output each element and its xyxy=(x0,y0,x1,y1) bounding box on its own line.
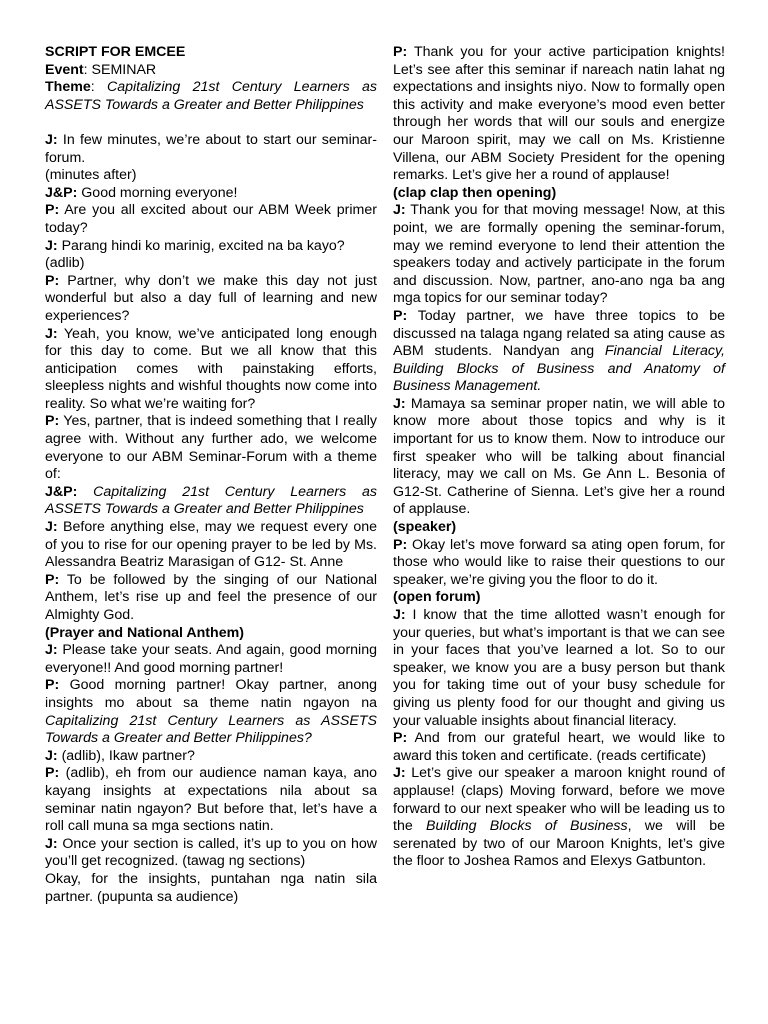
script-line xyxy=(45,167,377,185)
stage-direction: (Prayer and National Anthem) xyxy=(45,624,244,641)
line-text: To be followed by the singing of our National Anthem, let’s rise up and feel the presence of our Almighty God. xyxy=(45,571,377,623)
script-line xyxy=(45,836,377,871)
line-text: Thank you for that moving message! Now, at this point, we are formally opening the seminar-forum, may we remind everyone to lend their attention the speakers today and actively participate in the forum and discussion. Now, partner, ano-ano nga ba ang mga topics for our seminar today? xyxy=(393,202,725,307)
line-text: And from our grateful heart, we would like to award this token and certificate. (reads certificate) xyxy=(393,730,725,764)
script-line xyxy=(45,273,377,326)
script-line xyxy=(393,607,725,730)
script-line xyxy=(45,185,377,203)
speaker-label: P: xyxy=(45,272,60,289)
left-script-body xyxy=(45,132,377,906)
speaker-label: J&P: xyxy=(45,483,78,500)
script-line xyxy=(45,677,377,747)
speaker-label: J: xyxy=(393,607,406,623)
left-column xyxy=(45,44,377,906)
theme-line: Theme: Capitalizing 21st Century Learners as ASSETS Towards a Greater and Better Philippines xyxy=(45,79,377,113)
line-text: Are you all excited about our ABM Week primer today? xyxy=(45,202,377,236)
spacer xyxy=(45,114,377,132)
speaker-label: P: xyxy=(45,202,60,219)
script-line xyxy=(393,589,725,607)
speaker-label: J: xyxy=(45,835,58,852)
line-text: I know that the time allotted wasn’t enough for your queries, but what’s important is that we can see in your faces that you’ve learned a lot. So to our speaker, we know you are a busy person but thank you for taking time out of your busy schedule for giving us plenty food for our thought and giving us your valuable insights about financial literacy. xyxy=(393,607,725,729)
script-title: SCRIPT FOR EMCEE xyxy=(45,44,186,60)
script-line xyxy=(45,765,377,835)
line-text: Thank you for your active participation knights! Let’s see after this seminar if nareach natin lahat ng expectations and insights niyo. Now to formally open this activity and make everyone’s mood even better through her words that will our souls and energize our Maroon spirit, may we call on Ms. Kristienne Villena, our ABM Society President for the opening remarks. Let’s give her a round of applause! xyxy=(393,44,725,184)
speaker-label: P: xyxy=(45,765,60,782)
right-script-body xyxy=(393,44,725,871)
line-text: Today partner, we have three topics to be discussed na talaga ngang related sa ating cause as ABM students. Nandyan ang xyxy=(393,307,725,360)
speaker-label: P: xyxy=(393,730,408,747)
speaker-label: J: xyxy=(45,237,58,254)
stage-direction: (speaker) xyxy=(393,519,457,536)
script-line xyxy=(393,308,725,396)
script-line xyxy=(45,625,377,643)
speaker-label: J: xyxy=(393,395,406,412)
line-text: (adlib), eh from our audience naman kaya, ano kayang insights at expectations nila about sa seminar natin ngayon? But before that, let’s have a roll call muna sa mga sections natin. xyxy=(45,765,377,835)
speaker-label: P: xyxy=(45,571,60,588)
line-text: Good morning partner! Okay partner, anong insights mo about sa theme natin ngayon na xyxy=(45,677,377,711)
event-line: Event: SEMINAR xyxy=(45,61,157,78)
script-line xyxy=(393,396,725,519)
script-line xyxy=(393,202,725,308)
script-line xyxy=(45,132,377,167)
script-line xyxy=(45,871,377,906)
italic-text: Capitalizing 21st Century Learners as ASSETS Towards a Greater and Better Philippines? xyxy=(45,712,377,747)
line-text: , we will be serenated by two of our Maroon Knights, let’s give the floor to Joshea Ramos and Elexys Gatbunton. xyxy=(393,818,725,870)
line-text: Yeah, you know, we’ve anticipated long enough for this day to come. But we all know that this anticipation comes with painstaking efforts, sleepless nights and wishful thoughts now come into reality. So what we’re waiting for? xyxy=(45,325,377,412)
line-text: Good morning everyone! xyxy=(77,184,238,201)
script-line xyxy=(45,238,377,256)
speaker-label: P: xyxy=(393,536,408,553)
speaker-label: J: xyxy=(45,642,58,659)
script-line xyxy=(393,730,725,765)
line-text: Please take your seats. And again, good morning everyone!! And good morning partner! xyxy=(45,642,377,676)
script-line xyxy=(45,255,377,273)
line-text: Yes, partner, that is indeed something that I really agree with. Without any further ado, we welcome everyone to our ABM Seminar-Forum with a theme of: xyxy=(45,413,377,483)
line-text: Once your section is called, it’s up to you on how you’ll get recognized. (tawag ng sections) xyxy=(45,835,377,870)
script-line xyxy=(45,326,377,414)
speaker-label: J: xyxy=(45,131,58,148)
italic-text: Building Blocks of Business xyxy=(426,818,628,835)
speaker-label: J: xyxy=(45,747,58,764)
script-line xyxy=(45,484,377,519)
script-line xyxy=(393,519,725,537)
line-text: Mamaya sa seminar proper natin, we will able to know more about those topics and why is it important for us to know them. Now to introduce our first speaker who will be talking about financial literacy, may we call on Ms. Ge Ann L. Besonia of G12-St. Catherine of Sienna. Let’s give her a round of applause. xyxy=(393,395,725,518)
italic-text: Capitalizing 21st Century Learners as ASSETS Towards a Greater and Better Philippines xyxy=(45,483,377,518)
script-line xyxy=(45,413,377,483)
speaker-label: J: xyxy=(393,202,406,219)
stage-direction: (clap clap then opening) xyxy=(393,184,557,201)
line-text: (adlib) xyxy=(45,255,85,272)
script-line xyxy=(393,765,725,871)
speaker-label: P: xyxy=(45,413,60,430)
line-text: (adlib), Ikaw partner? xyxy=(57,747,195,764)
line-text: Partner, why don’t we make this day not just wonderful but also a day full of learning and new experiences? xyxy=(45,272,377,324)
line-text: Before anything else, may we request every one of you to rise for our opening prayer to be led by Ms. Alessandra Beatriz Marasigan of G12- St. Anne xyxy=(45,519,377,571)
line-text: Okay, for the insights, puntahan nga natin sila partner. (pupunta sa audience) xyxy=(45,870,377,905)
line-text: In few minutes, we’re about to start our seminar-forum. xyxy=(45,131,377,166)
script-line xyxy=(393,44,725,185)
script-line xyxy=(45,748,377,766)
script-line xyxy=(393,185,725,203)
script-line xyxy=(45,572,377,625)
line-text: Parang hindi ko marinig, excited na ba kayo? xyxy=(57,237,345,254)
right-column xyxy=(393,44,725,871)
speaker-label: J: xyxy=(45,325,58,342)
script-line xyxy=(45,202,377,237)
speaker-label: J: xyxy=(45,519,58,536)
line-text: Okay let’s move forward sa ating open forum, for those who would like to raise their questions to our speaker, we’re giving you the floor to do it. xyxy=(393,536,725,588)
speaker-label: J: xyxy=(393,765,406,782)
speaker-label: P: xyxy=(45,677,60,694)
speaker-label: P: xyxy=(393,307,408,324)
speaker-label: P: xyxy=(393,44,408,60)
script-line xyxy=(393,537,725,590)
speaker-label: J&P: xyxy=(45,184,78,201)
script-line xyxy=(45,642,377,677)
script-line xyxy=(45,519,377,572)
italic-text: Financial Literacy, Building Blocks of Business and Anatomy of Business Management. xyxy=(393,343,725,395)
line-text: (minutes after) xyxy=(45,167,137,184)
line-text: Let’s give our speaker a maroon knight round of applause! (claps) Moving forward, before we move forward to our next speaker who will be leading us to the xyxy=(393,765,725,835)
stage-direction: (open forum) xyxy=(393,589,481,606)
